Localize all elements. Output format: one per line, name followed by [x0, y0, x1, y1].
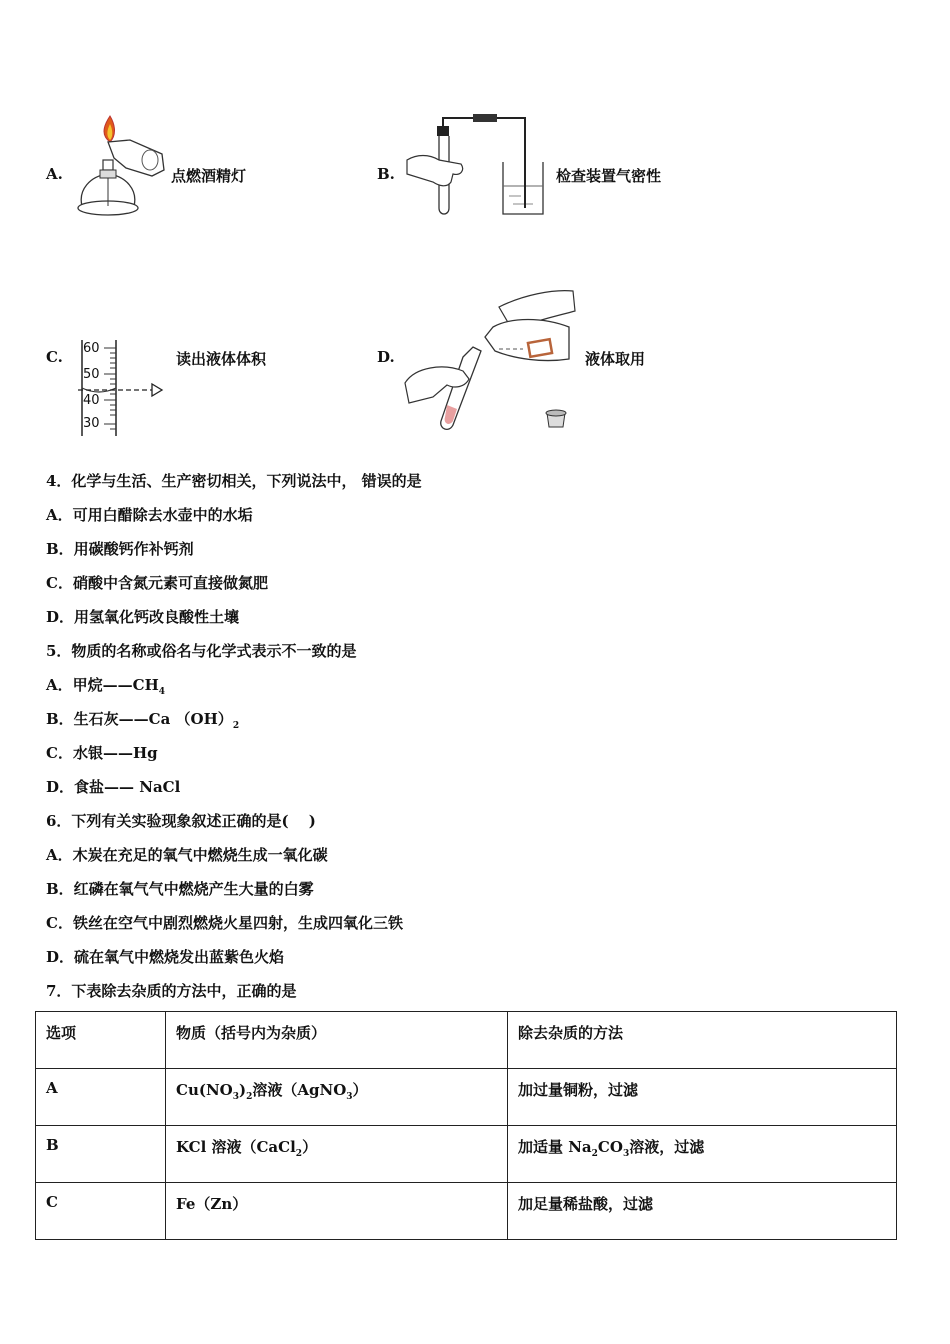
row-option: B — [36, 1126, 166, 1183]
option-b-caption: 检查装置气密性 — [556, 167, 662, 185]
table-row — [36, 1183, 897, 1240]
q5-option-a: A．甲烷$——CH_4$ — [46, 676, 166, 697]
q6-option-b: B．红磷在氧气气中燃烧产生大量的白雾 — [46, 880, 314, 898]
tick-label-40: 40 — [83, 393, 100, 408]
row-substance: Fe（Zn） — [166, 1183, 508, 1240]
q5-option-c: C．水银——Hg — [46, 744, 158, 762]
tick-label-50: 50 — [83, 367, 100, 382]
liquid-pouring-figure — [403, 287, 583, 437]
row-substance: $Cu(NO_3)_2$溶液（AgNO$_3$） — [166, 1069, 508, 1126]
q4-option-b: B．用碳酸钙作补钙剂 — [46, 540, 194, 558]
option-c-caption: 读出液体体积 — [176, 350, 267, 368]
q6-stem: 6．下列有关实验现象叙述正确的是( ) — [46, 812, 316, 830]
option-c-letter: C. — [46, 348, 63, 366]
header-option: 选项 — [36, 1012, 166, 1069]
option-d-letter: D. — [377, 348, 395, 366]
q4-option-c: C．硝酸中含氮元素可直接做氮肥 — [46, 574, 268, 592]
header-method: 除去杂质的方法 — [508, 1012, 897, 1069]
option-b-letter: B. — [377, 165, 395, 183]
q7-table — [35, 1011, 897, 1240]
row-method: 加适量 $Na_2CO_3$溶液，过滤 — [508, 1126, 897, 1183]
row-method: 加过量铜粉，过滤 — [508, 1069, 897, 1126]
tick-label-30: 30 — [83, 416, 100, 431]
q6-option-d: D．硫在氧气中燃烧发出蓝紫色火焰 — [46, 948, 285, 966]
option-a-caption: 点燃酒精灯 — [171, 167, 247, 185]
q4-option-a: A．可用白醋除去水壶中的水垢 — [46, 506, 253, 524]
q4-stem: 4．化学与生活、生产密切相关，下列说法中， 错误的是 — [46, 472, 422, 490]
airtightness-check-figure — [403, 108, 553, 218]
q5-option-d: D．食盐—— NaCl — [46, 778, 181, 796]
table-row — [36, 1126, 897, 1183]
q5-option-b: B．生石灰——Ca $(OH)_2$ — [46, 710, 240, 731]
q4-option-d: D．用氢氧化钙改良酸性土壤 — [46, 608, 240, 626]
row-option: C — [36, 1183, 166, 1240]
table-header-row — [36, 1012, 897, 1069]
q5-stem: 5．物质的名称或俗名与化学式表示不一致的是 — [46, 642, 357, 660]
option-d-caption: 液体取用 — [585, 350, 646, 368]
q6-option-c: C．铁丝在空气中剧烈燃烧火星四射，生成四氧化三铁 — [46, 914, 403, 932]
q6-option-a: A．木炭在充足的氧气中燃烧生成一氧化碳 — [46, 846, 328, 864]
row-substance: KCl 溶液（CaCl$_2$） — [166, 1126, 508, 1183]
option-a-letter: A. — [46, 165, 63, 183]
header-substance: 物质（括号内为杂质） — [166, 1012, 508, 1069]
row-option: A — [36, 1069, 166, 1126]
table-row — [36, 1069, 897, 1126]
alcohol-lamp-figure — [70, 112, 170, 222]
tick-label-60: 60 — [83, 341, 100, 356]
row-method: 加足量稀盐酸，过滤 — [508, 1183, 897, 1240]
q7-stem: 7．下表除去杂质的方法中，正确的是 — [46, 982, 297, 1000]
